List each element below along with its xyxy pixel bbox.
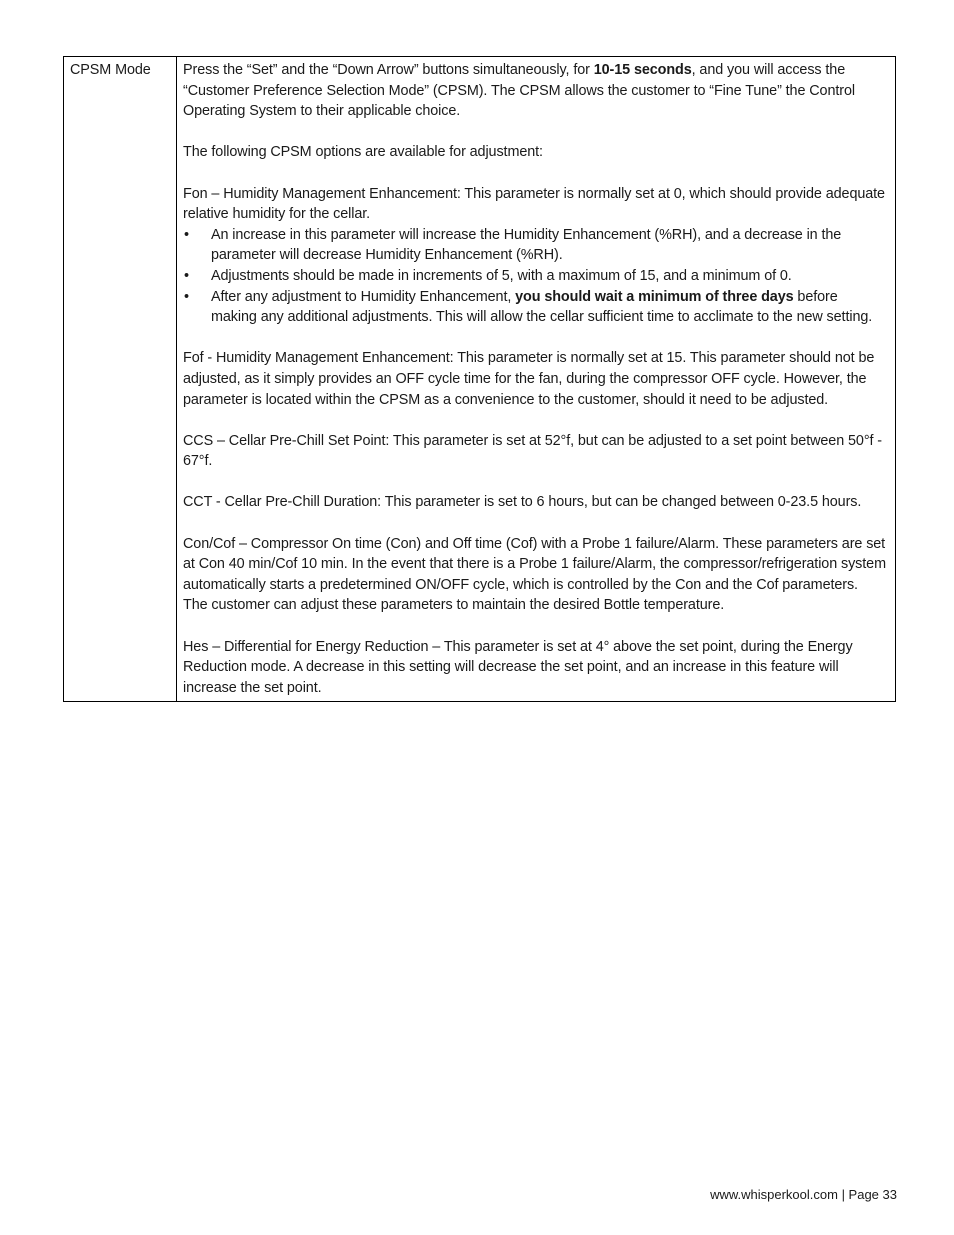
con-cof-paragraph: Con/Cof – Compressor On time (Con) and Off time (Cof) with a Probe 1 failure/Alarm. These parameters are set at Con 40 min/Cof 10 min. In the event that there is a Probe 1 failure/Alarm, the compressor/refrigeration system automatically starts a predetermined ON/OFF cycle, which is controlled by the Con and the Cof parameters. The customer can adjust these parameters to maintain the desired Bottle temperature. <box>183 535 886 614</box>
options-intro-paragraph: The following CPSM options are available for adjustment: <box>183 144 543 161</box>
spacer <box>183 122 886 143</box>
fof-paragraph: Fof - Humidity Management Enhancement: This parameter is normally set at 15. This parameter should not be adjusted, as it simply provides an OFF cycle time for the fan, during the compressor OFF cycle. However, the parameter is located within the CPSM as a convenience to the customer, should it need to be adjusted. <box>183 350 875 408</box>
page-footer: www.whisperkool.com | Page 33 <box>710 1187 897 1202</box>
list-item: • An increase in this parameter will increase the Humidity Enhancement (%RH), and a decrease in the parameter will decrease Humidity Enhancement (%RH). <box>183 225 886 266</box>
spacer <box>183 472 886 493</box>
list-item: • After any adjustment to Humidity Enhancement, you should wait a minimum of three days before making any additional adjustments. This will allow the cellar sufficient time to acclimate to the new setting. <box>183 287 886 328</box>
fon-bullet-list <box>183 225 886 328</box>
spacer <box>183 410 886 431</box>
hes-paragraph: Hes – Differential for Energy Reduction – This parameter is set at 4° above the set point, during the Energy Reduction mode. A decrease in this setting will decrease the set point, and an increase in this feature will increase the set point. <box>183 638 853 696</box>
row-label: CPSM Mode <box>64 57 177 702</box>
intro-paragraph: Press the “Set” and the “Down Arrow” buttons simultaneously, for 10-15 seconds, and you will access the “Customer Preference Selection Mode” (CPSM). The CPSM allows the customer to “Fine Tune” the Control Operating System to their applicable choice. <box>183 62 855 120</box>
spacer <box>183 513 886 534</box>
spacer <box>183 163 886 184</box>
spacer <box>183 616 886 637</box>
list-item: • Adjustments should be made in increments of 5, with a maximum of 15, and a minimum of 0. <box>183 266 886 287</box>
intro-bold-duration: 10-15 seconds <box>593 62 692 78</box>
spacer <box>183 328 886 349</box>
ccs-paragraph: CCS – Cellar Pre-Chill Set Point: This parameter is set at 52°f, but can be adjusted to a set point between 50°f - 67°f. <box>183 432 882 470</box>
fon-paragraph: Fon – Humidity Management Enhancement: This parameter is normally set at 0, which should provide adequate relative humidity for the cellar. <box>183 185 885 223</box>
cpsm-table <box>63 56 896 702</box>
cct-paragraph: CCT - Cellar Pre-Chill Duration: This parameter is set to 6 hours, but can be changed between 0-23.5 hours. <box>183 494 862 511</box>
table-row <box>64 57 896 702</box>
wait-warning-bold: you should wait a minimum of three days <box>515 288 794 305</box>
row-content <box>177 57 896 702</box>
